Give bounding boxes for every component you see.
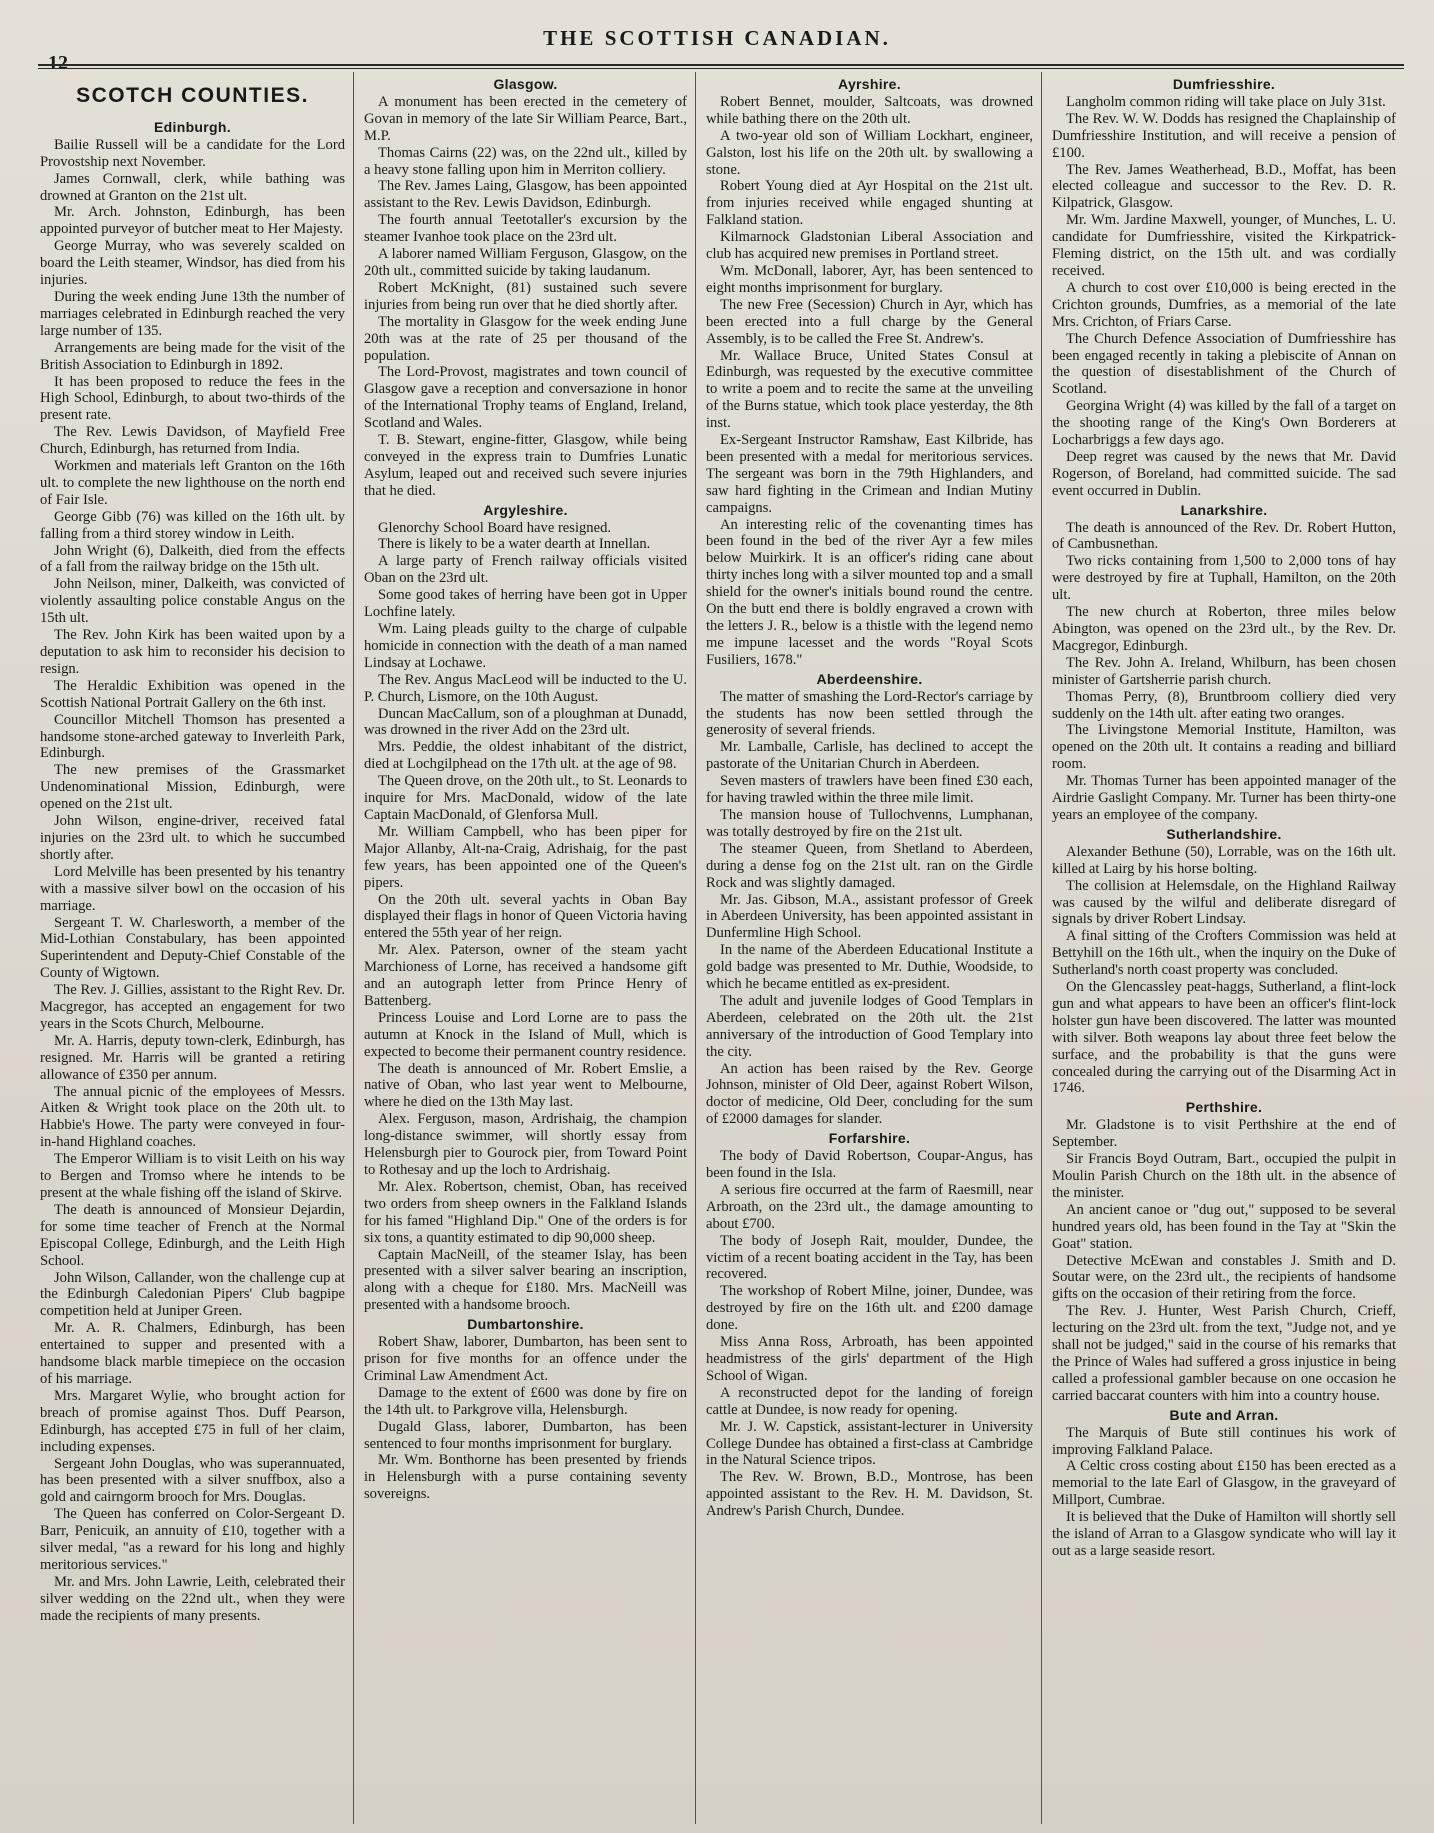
section-title: Ayrshire. <box>838 76 901 92</box>
news-item: Robert Bennet, moulder, Saltcoats, was drowned while bathing there on the 20th ult. <box>706 93 1033 127</box>
news-item: The Emperor William is to visit Leith on his way to Bergen and Tromso where he intends to be present at the whale fishing off the island of Skirve. <box>40 1151 345 1201</box>
news-item: Princess Louise and Lord Lorne are to pass the autumn at Knock in the Island of Mull, which is expected to become their permanent country residence. <box>364 1009 687 1060</box>
column-2 <box>354 72 696 1824</box>
section-title: Dumbartonshire. <box>467 1316 584 1333</box>
news-item: Sergeant T. W. Charlesworth, a member of the Mid-Lothian Constabulary, has been appointed Superintendent and Deputy-Chief Constable of the County of Wigtown. <box>40 914 345 982</box>
news-item: The Heraldic Exhibition was opened in the Scottish National Portrait Gallery on the 6th inst. <box>40 677 345 711</box>
news-item: The death is announced of the Rev. Dr. Robert Hutton, of Cambusnethan. <box>1052 519 1396 553</box>
news-item: The Queen has conferred on Color-Sergeant D. Barr, Penicuik, an annuity of £10, together with a silver medal, "as a reward for his long and highly meritorious services." <box>40 1506 345 1573</box>
news-item: Councillor Mitchell Thomson has presented a handsome stone-arched gateway to Inverleith Park, Edinburgh. <box>40 711 345 762</box>
news-item: The adult and juvenile lodges of Good Templars in Aberdeen, celebrated on the 20th ult. the 21st anniversary of the introduction of Good Templary into the city. <box>706 992 1033 1060</box>
section-title: Sutherlandshire. <box>1166 825 1282 842</box>
news-item: The Lord-Provost, magistrates and town council of Glasgow gave a reception and conversazione in honor of the International Trophy teams of England, Ireland, Scotland and Wales. <box>364 364 687 432</box>
news-item: The Rev. Angus MacLeod will be inducted to the U. P. Church, Lismore, on the 10th August. <box>364 671 687 705</box>
section-title: Aberdeenshire. <box>816 670 923 687</box>
news-item: The Marquis of Bute still continues his work of improving Falkland Palace. <box>1052 1424 1396 1458</box>
section-title: Dumfriesshire. <box>1172 76 1276 92</box>
news-item: Mr. A. Harris, deputy town-clerk, Edinburgh, has resigned. Mr. Harris will be granted a retiring allowance of £350 per annum. <box>40 1032 345 1083</box>
news-item: A monument has been erected in the cemetery of Govan in memory of the late Sir William Pearce, Bart., M.P. <box>364 93 687 144</box>
county-section <box>1052 1099 1396 1404</box>
news-item: On the Glencassley peat-haggs, Sutherland, a flint-lock gun and what appears to have been an officer's flint-lock holster gun have been discovered. The latter was mounted with silver. Both weapons lay about three feet below the surface, and the probability is that the guns were concealed during the carrying out of the Disarming Act in 1746. <box>1052 979 1396 1097</box>
news-item: Alexander Bethune (50), Lorrable, was on the 16th ult. killed at Lairg by his horse bolting. <box>1052 843 1396 877</box>
news-item: The death is announced of Mr. Robert Emslie, a native of Oban, who last year went to Melbourne, where he died on the 13th May last. <box>364 1060 687 1111</box>
section-title: Edinburgh. <box>154 118 231 135</box>
news-item: Mr. Wallace Bruce, United States Consul at Edinburgh, was requested by the executive committee to write a poem and to recite the same at the unveiling of the Burns statue, which took place yesterday, the 8th inst. <box>706 347 1033 432</box>
section-title: Bute and Arran. <box>1169 1406 1279 1423</box>
news-item: The Livingstone Memorial Institute, Hamilton, was opened on the 20th ult. It contains a reading and billiard room. <box>1052 722 1396 773</box>
news-item: A large party of French railway officials visited Oban on the 23rd ult. <box>364 553 687 587</box>
section-title: Glasgow. <box>493 76 558 92</box>
news-item: Bailie Russell will be a candidate for the Lord Provostship next November. <box>40 136 345 170</box>
news-item: The collision at Helemsdale, on the Highland Railway was caused by the wilful and deliberate disregard of signals by driver Robert Lindsay. <box>1052 877 1396 928</box>
news-item: John Neilson, miner, Dalkeith, was convicted of violently assaulting police constable Angus on the 15th ult. <box>40 576 345 627</box>
news-item: Kilmarnock Gladstonian Liberal Association and club has acquired new premises in Portland street. <box>706 229 1033 263</box>
news-item: Mr. Jas. Gibson, M.A., assistant professor of Greek in Aberdeen University, has been appointed assistant in Dunfermline High School. <box>706 891 1033 942</box>
news-item: Mr. Arch. Johnston, Edinburgh, has been appointed purveyor of butcher meat to Her Majesty. <box>40 204 345 238</box>
news-item: Thomas Cairns (22) was, on the 22nd ult., killed by a heavy stone falling upon him in Merriton colliery. <box>364 144 687 178</box>
section-title: Argyleshire. <box>483 501 568 518</box>
news-item: An ancient canoe or "dug out," supposed to be several hundred years old, has been found in the Tay at "Skin the Goat" station. <box>1052 1201 1396 1252</box>
news-item: A Celtic cross costing about £150 has been erected as a memorial to the late Earl of Glasgow, in the graveyard of Millport, Cumbrae. <box>1052 1458 1396 1509</box>
news-item: George Murray, who was severely scalded on board the Leith steamer, Windsor, has died from his injuries. <box>40 238 345 289</box>
news-item: The fourth annual Teetotaller's excursion by the steamer Ivanhoe took place on the 23rd ult. <box>364 212 687 246</box>
news-item: It is believed that the Duke of Hamilton will shortly sell the island of Arran to a Glasgow syndicate who will lay it out as a large seaside resort. <box>1052 1509 1396 1559</box>
news-item: The new Free (Secession) Church in Ayr, which has been erected into a full charge by the General Assembly, is to be called the Free St. Andrew's. <box>706 296 1033 347</box>
news-item: A church to cost over £10,000 is being erected in the Crichton grounds, Dumfries, as a memorial of the late Mrs. Crichton, of Friars Carse. <box>1052 279 1396 330</box>
news-item: The mortality in Glasgow for the week ending June 20th was at the rate of 25 per thousand of the population. <box>364 313 687 364</box>
county-section <box>364 502 687 1315</box>
news-item: On the 20th ult. several yachts in Oban Bay displayed their flags in honor of Queen Victoria having entered the 55th year of her reign. <box>364 891 687 942</box>
news-item: Arrangements are being made for the visit of the British Association to Edinburgh in 1892. <box>40 339 345 373</box>
news-item: The steamer Queen, from Shetland to Aberdeen, during a dense fog on the 21st ult. ran on the Girdle Rock and was slightly damaged. <box>706 840 1033 891</box>
news-item: Mr. J. W. Capstick, assistant-lecturer in University College Dundee has obtained a first-class at Cambridge in the Natural Science tripos. <box>706 1418 1033 1469</box>
news-item: Two ricks containing from 1,500 to 2,000 tons of hay were destroyed by fire at Tuphall, Hamilton, on the 20th ult. <box>1052 553 1396 604</box>
news-item: Thomas Perry, (8), Bruntbroom colliery died very suddenly on the 14th ult. after eating two oranges. <box>1052 688 1396 722</box>
news-item: Robert McKnight, (81) sustained such severe injuries from being run over that he died shortly after. <box>364 279 687 313</box>
news-item: A serious fire occurred at the farm of Raesmill, near Arbroath, on the 23rd ult., the damage amounting to about £700. <box>706 1181 1033 1232</box>
news-item: John Wilson, engine-driver, received fatal injuries on the 23rd ult. to which he succumbed shortly after. <box>40 813 345 863</box>
news-item: Damage to the extent of £600 was done by fire on the 14th ult. to Parkgrove villa, Helensburgh. <box>364 1384 687 1418</box>
county-section <box>706 1130 1033 1520</box>
news-item: George Gibb (76) was killed on the 16th ult. by falling from a third storey window in Leith. <box>40 508 345 542</box>
news-item: During the week ending June 13th the number of marriages celebrated in Edinburgh reached the very large number of 135. <box>40 288 345 339</box>
news-item: The mansion house of Tullochvenns, Lumphanan, was totally destroyed by fire on the 21st ult. <box>706 806 1033 840</box>
news-item: Deep regret was caused by the news that Mr. David Rogerson, of Boreland, had committed suicide. The sad event occurred in Dublin. <box>1052 448 1396 499</box>
news-item: The Rev. John A. Ireland, Whilburn, has been chosen minister of Gartsherrie parish church. <box>1052 654 1396 688</box>
county-section <box>1052 502 1396 824</box>
news-item: Some good takes of herring have been got in Upper Lochfine lately. <box>364 587 687 621</box>
county-section <box>706 76 1033 669</box>
news-item: Duncan MacCallum, son of a ploughman at Dunadd, was drowned in the river Add on the 23rd ult. <box>364 705 687 739</box>
news-item: Mr. Gladstone is to visit Perthshire at the end of September. <box>1052 1117 1396 1151</box>
county-section <box>364 1316 687 1503</box>
column-3 <box>696 72 1042 1824</box>
news-item: Wm. Laing pleads guilty to the charge of culpable homicide in connection with the death of a man named Lindsay at Lochawe. <box>364 621 687 671</box>
news-item: T. B. Stewart, engine-fitter, Glasgow, while being conveyed in the express train to Dumfries Lunatic Asylum, leaped out and received such severe injuries that he died. <box>364 432 687 499</box>
news-item: Langholm common riding will take place on July 31st. <box>1066 93 1386 110</box>
news-item: Ex-Sergeant Instructor Ramshaw, East Kilbride, has been presented with a medal for meritorious services. The sergeant was born in the 79th Highlanders, and saw hard fighting in the Crimean and Indian Mutiny campaigns. <box>706 432 1033 516</box>
news-item: A reconstructed depot for the landing of foreign cattle at Dundee, is now ready for opening. <box>706 1384 1033 1418</box>
news-item: Wm. McDonall, laborer, Ayr, has been sentenced to eight months imprisonment for burglary. <box>706 262 1033 296</box>
news-item: Mr. Wm. Jardine Maxwell, younger, of Munches, L. U. candidate for Dumfriesshire, visited the Kirkpatrick-Fleming district, on the 15th ult. and was cordially received. <box>1052 212 1396 279</box>
county-section <box>364 76 687 500</box>
news-item: The new premises of the Grassmarket Undenominational Mission, Edinburgh, were opened on the 21st ult. <box>40 762 345 813</box>
news-item: Glenorchy School Board have resigned. <box>378 519 612 536</box>
news-item: A final sitting of the Crofters Commission was held at Bettyhill on the 16th ult., when the inquiry on the Duke of Sutherland's north coast property was concluded. <box>1052 928 1396 979</box>
news-item: The Rev. W. Brown, B.D., Montrose, has been appointed assistant to the Rev. H. M. Davidson, St. Andrew's Parish Church, Dundee. <box>706 1469 1033 1520</box>
county-section <box>706 671 1033 1128</box>
news-item: The Rev. James Laing, Glasgow, has been appointed assistant to the Rev. Lewis Davidson, Edinburgh. <box>364 178 687 212</box>
news-item: Detective McEwan and constables J. Smith and D. Soutar were, on the 23rd ult., the recipients of handsome gifts on the occasion of their retiring from the force. <box>1052 1252 1396 1303</box>
news-item: Dugald Glass, laborer, Dumbarton, has been sentenced to four months imprisonment for burglary. <box>364 1418 687 1452</box>
news-item: The Rev. John Kirk has been waited upon by a deputation to ask him to reconsider his decision to resign. <box>40 627 345 677</box>
news-item: The body of Joseph Rait, moulder, Dundee, the victim of a recent boating accident in the Tay, has been recovered. <box>706 1232 1033 1283</box>
news-item: It has been proposed to reduce the fees in the High School, Edinburgh, to about two-thirds of the present rate. <box>40 373 345 424</box>
news-item: The matter of smashing the Lord-Rector's carriage by the students has now been settled through the generosity of several friends. <box>706 688 1033 739</box>
section-title: Perthshire. <box>1185 1099 1263 1116</box>
news-item: Robert Young died at Ayr Hospital on the 21st ult. from injuries received while engaged shunting at Falkland station. <box>706 178 1033 229</box>
news-item: Mr. A. R. Chalmers, Edinburgh, has been entertained to supper and presented with a handsome black marble timepiece on the occasion of his marriage. <box>40 1320 345 1387</box>
county-section <box>1052 1407 1396 1560</box>
news-item: The Rev. James Weatherhead, B.D., Moffat, has been elected colleague and successor to the Rev. D. R. Kilpatrick, Glasgow. <box>1052 161 1396 212</box>
news-item: An action has been raised by the Rev. George Johnson, minister of Old Deer, against Robert Wilson, doctor of medicine, Old Deer, concluding for the sum of £2000 damages for slander. <box>706 1060 1033 1128</box>
column-4 <box>1042 72 1404 1824</box>
page-number: 12 <box>48 52 68 74</box>
news-item: The Church Defence Association of Dumfriesshire has been engaged recently in taking a plebiscite of Annan on the question of disestablishment of the Church of Scotland. <box>1052 330 1396 398</box>
news-item: Mr. Alex. Paterson, owner of the steam yacht Marchioness of Lorne, has received a handsome gift and an autograph letter from Prince Henry of Battenberg. <box>364 942 687 1009</box>
news-item: The workshop of Robert Milne, joiner, Dundee, was destroyed by fire on the 16th ult. and £200 damage done. <box>706 1283 1033 1334</box>
section-title: Lanarkshire. <box>1180 501 1268 518</box>
news-item: Georgina Wright (4) was killed by the fall of a target on the shooting range of the King's Own Borderers at Locharbriggs a few days ago. <box>1052 398 1396 449</box>
county-section <box>1052 826 1396 1098</box>
news-item: John Wright (6), Dalkeith, died from the effects of a fall from the railway bridge on the 15th ult. <box>40 542 345 576</box>
county-section <box>40 119 345 1625</box>
county-section <box>1052 76 1396 500</box>
news-item: The Queen drove, on the 20th ult., to St. Leonards to inquire for Mrs. MacDonald, widow of the late Captain MacDonald, of Glenforsa Mull. <box>364 773 687 823</box>
news-item: Mrs. Margaret Wylie, who brought action for breach of promise against Thos. Duff Pearson, Edinburgh, has accepted £75 in full of her claim, including expenses. <box>40 1387 345 1455</box>
news-item: Sergeant John Douglas, who was superannuated, has been presented with a silver snuffbox, also a gold and cairngorm brooch for Mrs. Douglas. <box>40 1455 345 1506</box>
news-item: Captain MacNeill, of the steamer Islay, has been presented with a silver salver bearing an inscription, along with a cheque for £180. Mrs. MacNeill was presented with a handsome brooch. <box>364 1246 687 1314</box>
news-item: Lord Melville has been presented by his tenantry with a massive silver bowl on the occasion of his marriage. <box>40 863 345 914</box>
news-item: Mr. and Mrs. John Lawrie, Leith, celebrated their silver wedding on the 22nd ult., when they were made the recipients of many presents. <box>40 1573 345 1624</box>
news-item: Seven masters of trawlers have been fined £30 each, for having trawled within the three mile limit. <box>706 773 1033 807</box>
news-item: Mrs. Peddie, the oldest inhabitant of the district, died at Lochgilphead on the 17th ult. at the age of 98. <box>364 739 687 773</box>
paper-title: THE SCOTTISH CANADIAN. <box>543 26 891 50</box>
news-item: There is likely to be a water dearth at Innellan. <box>378 536 651 553</box>
news-item: The death is announced of Monsieur Dejardin, for some time teacher of French at the Normal Episcopal College, Edinburgh, and the Leith High School. <box>40 1201 345 1269</box>
masthead <box>0 6 1434 74</box>
news-item: Mr. William Campbell, who has been piper for Major Allanby, Alt-na-Craig, Adrishaig, for the past few years, has been appointed one of the Queen's pipers. <box>364 823 687 891</box>
news-item: The annual picnic of the employees of Messrs. Aitken & Wright took place on the 20th ult. to Habbie's Howe. The party were conveyed in four-in-hand Highland coaches. <box>40 1083 345 1151</box>
news-item: In the name of the Aberdeen Educational Institute a gold badge was presented to Mr. Duthie, Woodside, to which he became entitled as ex-president. <box>706 942 1033 993</box>
news-item: A laborer named William Ferguson, Glasgow, on the 20th ult., committed suicide by taking laudanum. <box>364 246 687 279</box>
news-item: Mr. Lamballe, Carlisle, has declined to accept the pastorate of the Unitarian Church in Aberdeen. <box>706 739 1033 773</box>
news-item: Robert Shaw, laborer, Dumbarton, has been sent to prison for five months for an offence under the Criminal Law Amendment Act. <box>364 1334 687 1384</box>
news-item: The Rev. Lewis Davidson, of Mayfield Free Church, Edinburgh, has returned from India. <box>40 424 345 458</box>
news-item: The body of David Robertson, Coupar-Angus, has been found in the Isla. <box>706 1148 1033 1181</box>
news-item: Sir Francis Boyd Outram, Bart., occupied the pulpit in Moulin Parish Church on the 18th ult. in the absence of the minister. <box>1052 1151 1396 1201</box>
columns <box>30 72 1404 1824</box>
news-item: John Wilson, Callander, won the challenge cup at the Edinburgh Caledonian Pipers' Club bagpipe competition held at Juniper Green. <box>40 1269 345 1320</box>
news-item: Mr. Thomas Turner has been appointed manager of the Airdrie Gaslight Company. Mr. Turner has been thirty-one years an employee of the company. <box>1052 773 1396 823</box>
news-item: Mr. Alex. Robertson, chemist, Oban, has received two orders from sheep owners in the Falkland Islands for his famed "Highland Dip." One of the orders is for six tons, a quantity estimated to dip 90,000 sheep. <box>364 1178 687 1246</box>
news-item: The new church at Roberton, three miles below Abington, was opened on the 23rd ult., by the Rev. Dr. Macgregor, Edinburgh. <box>1052 604 1396 654</box>
news-item: Mr. Wm. Bonthorne has been presented by friends in Helensburgh with a purse containing seventy sovereigns. <box>364 1452 687 1503</box>
news-item: An interesting relic of the covenanting times has been found in the bed of the river Ayr a few miles below Muirkirk. It is an officer's riding cane about thirty inches long with a silver mounted top and a small shield for the owner's initials bound round the centre. On the butt end there is boldly engraved a crown with the letters J. R., below is a thistle with the legend nemo me impune lacesset and the words "Royal Scots Fusiliers, 1678." <box>706 516 1033 668</box>
news-item: James Cornwall, clerk, while bathing was drowned at Granton on the 21st ult. <box>40 170 345 204</box>
news-item: A two-year old son of William Lockhart, engineer, Galston, lost his life on the 20th ult. by swallowing a stone. <box>706 127 1033 178</box>
news-item: The Rev. J. Gillies, assistant to the Right Rev. Dr. Macgregor, has accepted an engagement for two years in the Scots Church, Melbourne. <box>40 982 345 1032</box>
section-title: Forfarshire. <box>828 1130 911 1147</box>
news-item: The Rev. W. W. Dodds has resigned the Chaplainship of Dumfriesshire Institution, and will receive a pension of £100. <box>1052 110 1396 161</box>
header-rule <box>38 64 1404 69</box>
column-1 <box>30 72 354 1824</box>
news-item: Miss Anna Ross, Arbroath, has been appointed headmistress of the girls' department of the High School of Wigan. <box>706 1334 1033 1384</box>
news-item: Workmen and materials left Granton on the 16th ult. to complete the new lighthouse on the north end of Fair Isle. <box>40 458 345 508</box>
news-item: Alex. Ferguson, mason, Ardrishaig, the champion long-distance swimmer, will shortly essay from Helensburgh pier to Gourock pier, from Toward Point to Rothesay and up the loch to Ardrishaig. <box>364 1111 687 1178</box>
news-item: The Rev. J. Hunter, West Parish Church, Crieff, lecturing on the 23rd ult. from the text, "Judge not, and ye shall not be judged," said in the course of his remarks that the Prince of Wales had suffered a gross injustice in being called a professional gambler because on one occasion he carried baccarat counters with him into a country house. <box>1052 1303 1396 1404</box>
main-title: SCOTCH COUNTIES. <box>76 84 309 107</box>
